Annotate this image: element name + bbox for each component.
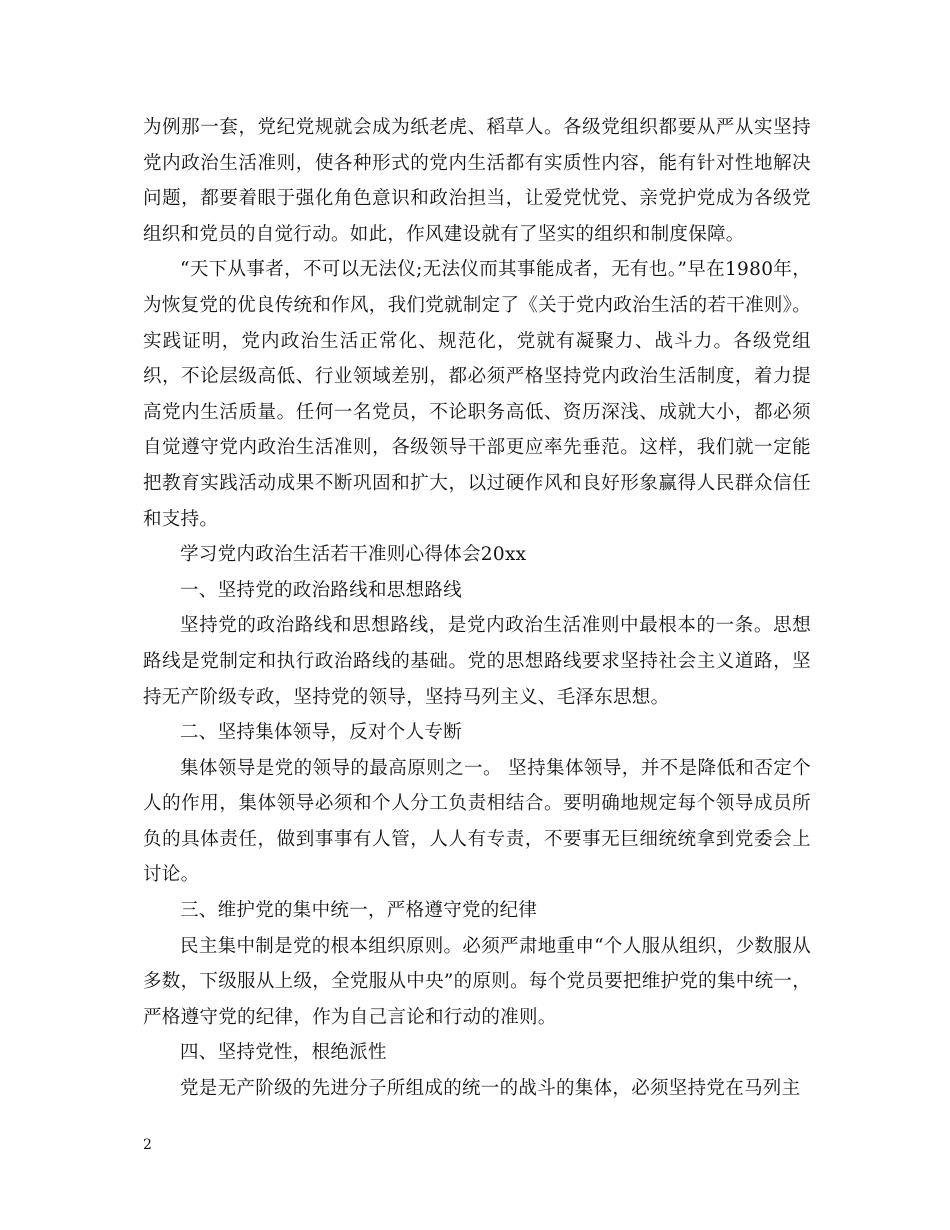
paragraph-6: 党是无产阶级的先进分子所组成的统一的战斗的集体，必须坚持党在马列主: [180, 1078, 801, 1100]
heading-2: 二、坚持集体领导，反对个人专断: [180, 722, 463, 744]
paragraph-1-continued: 为例那一套，党纪党规就会成为纸老虎、稻草人。各级党组织都要从严从实坚持党内政治生活准则，使各种形式的党内生活都有实质性内容，能有针对性地解决问题，都要着眼于强化角色意识和政治担当，让爱党忧党、亲党护党成为各级党组织和党员的自觉行动。如此，作风建设就有了坚实的组织和制度保障。: [143, 117, 811, 245]
paragraph-5: 民主集中制是党的根本组织原则。必须严肃地重申“个人服从组织，少数服从多数，下级服从上级，全党服从中央”的原则。每个党员要把维护党的集中统一，严格遵守党的纪律，作为自己言论和行动的准则。: [143, 935, 811, 1028]
paragraph-2: “天下从事者，不可以无法仪;无法仪而其事能成者，无有也。”早在1980年，为恢复党的优良传统和作风，我们党就制定了《关于党内政治生活的若干准则》。实践证明，党内政治生活正常化、规范化，党就有凝聚力、战斗力。各级党组织，不论层级高低、行业领域差别，都必须严格坚持党内政治生活制度，着力提高党内生活质量。任何一名党员，不论职务高低、资历深浅、成就大小，都必须自觉遵守党内政治生活准则，各级领导干部更应率先垂范。这样，我们就一定能把教育实践活动成果不断巩固和扩大，以过硬作风和良好形象赢得人民群众信任和支持。: [143, 259, 811, 530]
section-title: 学习党内政治生活若干准则心得体会20xx: [180, 544, 527, 566]
heading-3: 三、维护党的集中统一，严格遵守党的纪律: [180, 900, 538, 922]
document-body: [143, 110, 811, 1107]
heading-4: 四、坚持党性，根绝派性: [180, 1042, 387, 1064]
page-number: 2: [143, 1137, 152, 1153]
paragraph-4: 集体领导是党的领导的最高原则之一。 坚持集体领导，并不是降低和否定个人的作用，集体领导必须和个人分工负责相结合。要明确地规定每个领导成员所负的具体责任，做到事事有人管，人人有专责，不要事无巨细统统拿到党委会上讨论。: [143, 757, 811, 886]
paragraph-3: 坚持党的政治路线和思想路线，是党内政治生活准则中最根本的一条。思想路线是党制定和执行政治路线的基础。党的思想路线要求坚持社会主义道路，坚持无产阶级专政，坚持党的领导，坚持马列主义、毛泽东思想。: [143, 615, 811, 708]
heading-1: 一、坚持党的政治路线和思想路线: [180, 579, 463, 601]
